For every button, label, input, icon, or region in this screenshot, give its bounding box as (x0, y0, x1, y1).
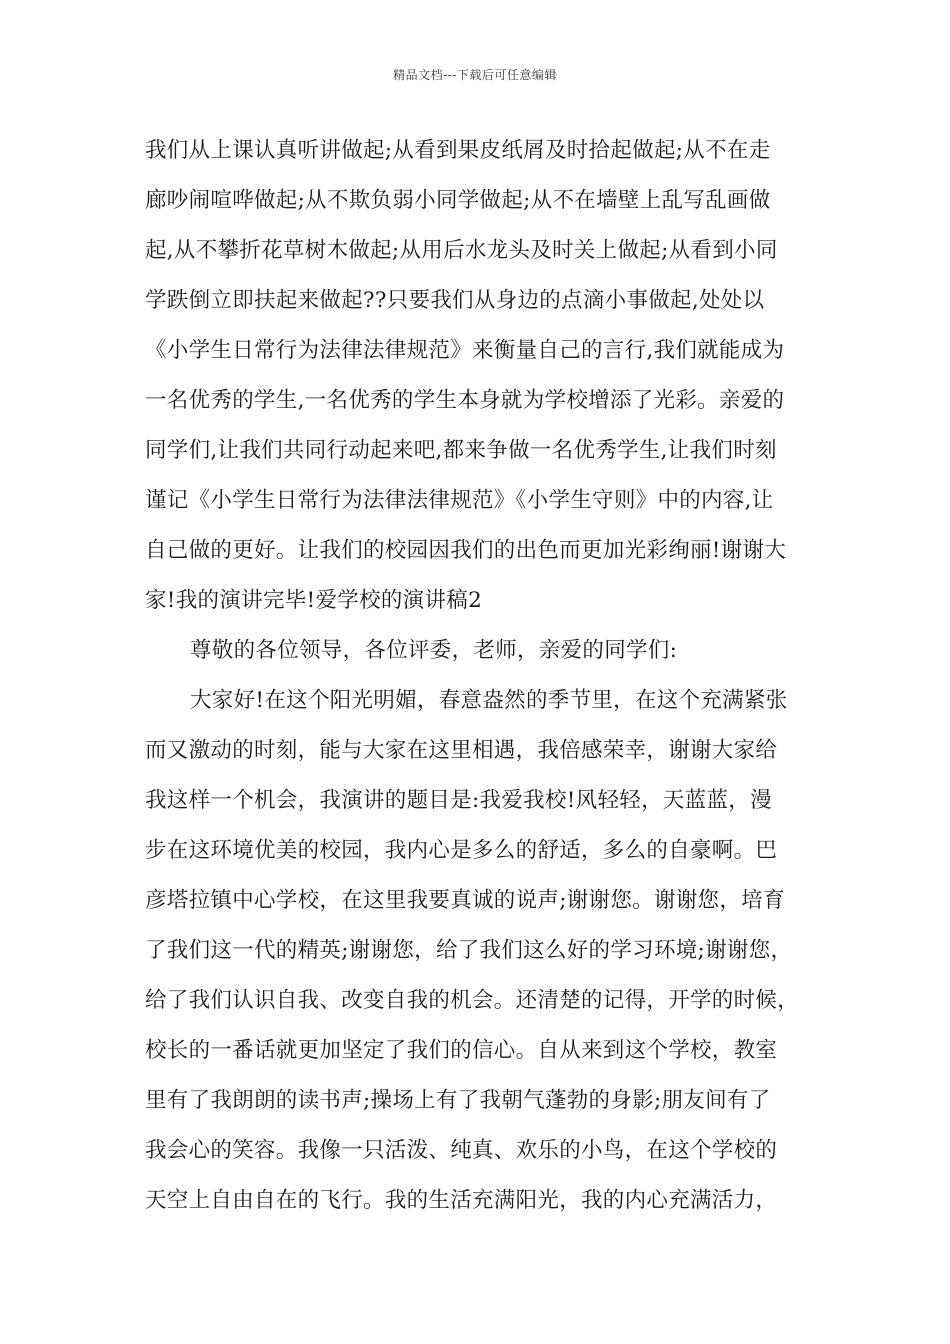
document-body (145, 126, 815, 1226)
text-line: 而又激动的时刻，能与大家在这里相遇，我倍感荣幸，谢谢大家给 (145, 738, 778, 763)
text-line: 我这样一个机会，我演讲的题目是:我爱我校!风轻轻，天蓝蓝，漫 (145, 788, 772, 813)
text-line: 一名优秀的学生,一名优秀的学生本身就为学校增添了光彩。亲爱的 (145, 388, 785, 413)
text-line: 彦塔拉镇中心学校，在这里我要真诚的说声;谢谢您。谢谢您，培育 (145, 888, 785, 913)
text-line: 了我们这一代的精英;谢谢您，给了我们这么好的学习环境;谢谢您， (145, 938, 793, 963)
text-line: 谨记《小学生日常行为法律法律规范》《小学生守则》中的内容,让 (145, 488, 774, 513)
text-line: 步在这环境优美的校园，我内心是多么的舒适，多么的自豪啊。巴 (145, 838, 778, 863)
text-line: 起,从不攀折花草树木做起;从用后水龙头及时关上做起;从看到小同 (145, 238, 778, 263)
paragraph-start-line: 大家好!在这个阳光明媚，春意盎然的季节里，在这个充满紧张 (190, 688, 788, 713)
text-line: 廊吵闹喧哗做起;从不欺负弱小同学做起;从不在墙壁上乱写乱画做 (145, 188, 771, 213)
page-header: 精品文档---下载后可任意编辑 (393, 68, 557, 82)
text-line: 《小学生日常行为法律法律规范》来衡量自己的言行,我们就能成为 (145, 338, 785, 363)
text-line: 自己做的更好。让我们的校园因我们的出色而更加光彩绚丽!谢谢大 (145, 538, 787, 563)
text-line: 给了我们认识自我、改变自我的机会。还清楚的记得，开学的时候， (145, 988, 800, 1013)
text-line: 我们从上课认真听讲做起;从看到果皮纸屑及时拾起做起;从不在走 (145, 138, 771, 163)
text-line: 我会心的笑容。我像一只活泼、纯真、欢乐的小鸟，在这个学校的 (145, 1138, 778, 1163)
text-line: 家!我的演讲完毕!爱学校的演讲稿2 (145, 588, 483, 613)
text-line: 里有了我朗朗的读书声;操场上有了我朝气蓬勃的身影;朋友间有了 (145, 1088, 771, 1113)
text-line: 天空上自由自在的飞行。我的生活充满阳光，我的内心充满活力， (145, 1188, 778, 1213)
text-line: 同学们,让我们共同行动起来吧,都来争做一名优秀学生,让我们时刻 (145, 438, 777, 463)
salutation-line: 尊敬的各位领导，各位评委，老师，亲爱的同学们: (190, 638, 678, 663)
text-line: 校长的一番话就更加坚定了我们的信心。自从来到这个学校，教室 (145, 1038, 778, 1063)
text-line: 学跌倒立即扶起来做起??只要我们从身边的点滴小事做起,处处以 (145, 288, 765, 313)
